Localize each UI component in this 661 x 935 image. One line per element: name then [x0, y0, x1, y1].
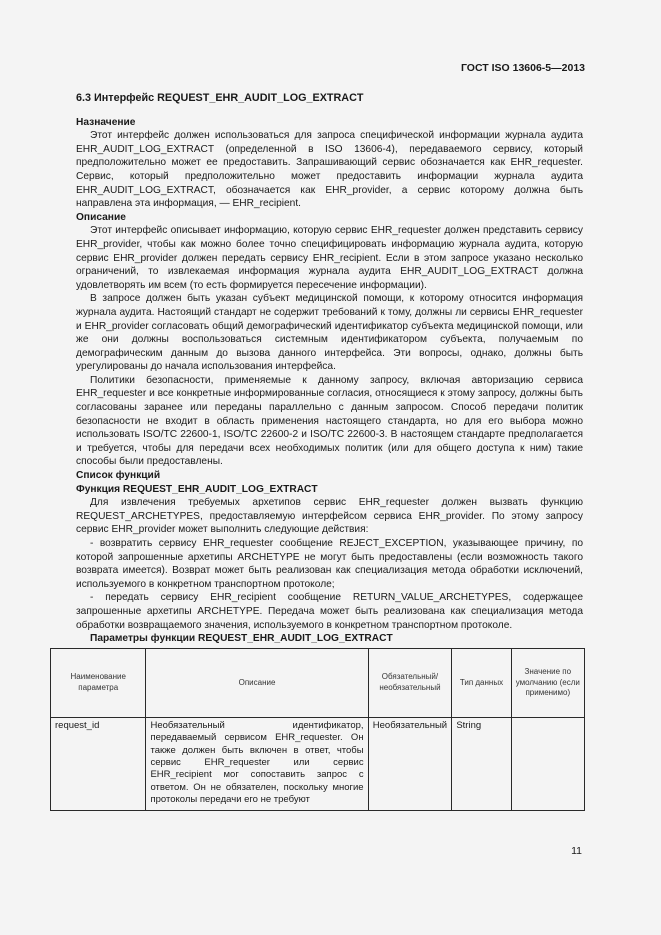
functions-item-1: - возвратить сервису EHR_requester сообщение REJECT_EXCEPTION, указывающее причину, по которой запрошенные архетипы ARCHETYPE не могут быть предоставлены (если возможность такого возврата имеется). Возврат может быть реализован как специализация метода обработки исключений, используемого в конкретном транспортном протоколе;: [76, 538, 583, 590]
cell-required: Необязательный: [368, 717, 452, 810]
header-type: Тип данных: [452, 648, 511, 717]
table-row: [51, 717, 585, 810]
header-required: Обязательный/ необязательный: [368, 648, 452, 717]
description-heading: Описание: [76, 211, 126, 223]
document-code: ГОСТ ISO 13606-5—2013: [460, 62, 585, 74]
functions-intro: Для извлечения требуемых архетипов сервис EHR_requester должен вызвать функцию REQUEST_ARCHETYPES, предоставляемую интерфейсом сервиса EHR_provider. По этому запросу сервис EHR_provider может выполнить следующие действия:: [76, 497, 583, 536]
cell-description: Необязательный идентификатор, передаваемый сервисом EHR_requester. Он также должен быть включен в ответ, чтобы сервис EHR_requester или сервис EHR_recipient мог сопоставить запрос с ответом. Он не обязателен, поскольку многие протоколы передачи его не требуют: [146, 717, 368, 810]
page-number: 11: [571, 845, 582, 857]
cell-param-name: request_id: [51, 717, 146, 810]
page-content: [55, 92, 583, 811]
header-default: Значение по умолчанию (если применимо): [511, 648, 584, 717]
table-title: Параметры функции REQUEST_EHR_AUDIT_LOG_EXTRACT: [90, 633, 393, 645]
description-paragraph-2: В запросе должен быть указан субъект медицинской помощи, к которому относится информация журнала аудита. Настоящий стандарт не содержит требований к тому, должны ли сервисы EHR_requester и EHR_provider согласовать общий демографический идентификатор субъекта медицинской помощи, или же они должны воспользоваться системным идентификатором субъекта, получаемым по демографическим данным до вызова данного интерфейса. Эти вопросы, однако, должны быть урегулированы до начала использования интерфейса.: [76, 293, 583, 373]
header-description: Описание: [146, 648, 368, 717]
description-paragraph-3: Политики безопасности, применяемые к данному запросу, включая авторизацию сервиса EHR_requester и все конкретные информированные согласия, относящиеся к этому запросу, должны быть согласованы заранее или переданы параллельно с данным запросом. Способ передачи политик безопасности не входит в область применения настоящего стандарта, но для его выбора можно использовать ISO/TC 22600-1, ISO/TC 22600-2 и ISO/TC 22600-3. В настоящем стандарте предполагается и требуется, чтобы для передачи всех необходимых политик (или для общего доступа к ним) такие способы были предоставлены.: [76, 374, 583, 468]
section-title: 6.3 Интерфейс REQUEST_EHR_AUDIT_LOG_EXTRACT: [76, 92, 364, 104]
description-paragraph-1: Этот интерфейс описывает информацию, которую сервис EHR_requester должен представить сервису EHR_provider, чтобы как можно более точно специфицировать информацию журнала аудита, которую сервис EHR_provider должен передать сервису EHR_recipient. Если в этом запросе указано несколько ограничений, то извлекаемая информация журнала аудита EHR_AUDIT_LOG_EXTRACT должна удовлетворять им всем (то есть формируется пересечение информации).: [76, 225, 583, 291]
header-param-name: Наименование параметра: [51, 648, 146, 717]
purpose-text: Этот интерфейс должен использоваться для запроса специфической информации журнала аудита EHR_AUDIT_LOG_EXTRACT (определенной в ISO 13606-4), передаваемого сервису, который предположительно может ее предоставить. Запрашивающий сервис обозначается как EHR_requester. Сервис, который предположительно может предоставить информации журнала аудита EHR_AUDIT_LOG_EXTRACT, обозначается как EHR_provider, а сервис которому должна быть направлена эта информация, — EHR_recipient.: [76, 130, 583, 210]
cell-type: String: [452, 717, 511, 810]
cell-default: [511, 717, 584, 810]
function-title: Функция REQUEST_EHR_AUDIT_LOG_EXTRACT: [76, 483, 318, 495]
table-header-row: [51, 648, 585, 717]
parameters-table: [50, 648, 585, 811]
functions-item-2: - передать сервису EHR_recipient сообщение RETURN_VALUE_ARCHETYPES, содержащее запрошенные архетипы ARCHETYPE. Передача может быть реализована как специализация метода обработки возвращаемого значения, используемого в конкретном транспортном протоколе.: [76, 592, 583, 631]
functions-heading: Список функций: [76, 470, 161, 482]
purpose-heading: Назначение: [76, 116, 136, 128]
